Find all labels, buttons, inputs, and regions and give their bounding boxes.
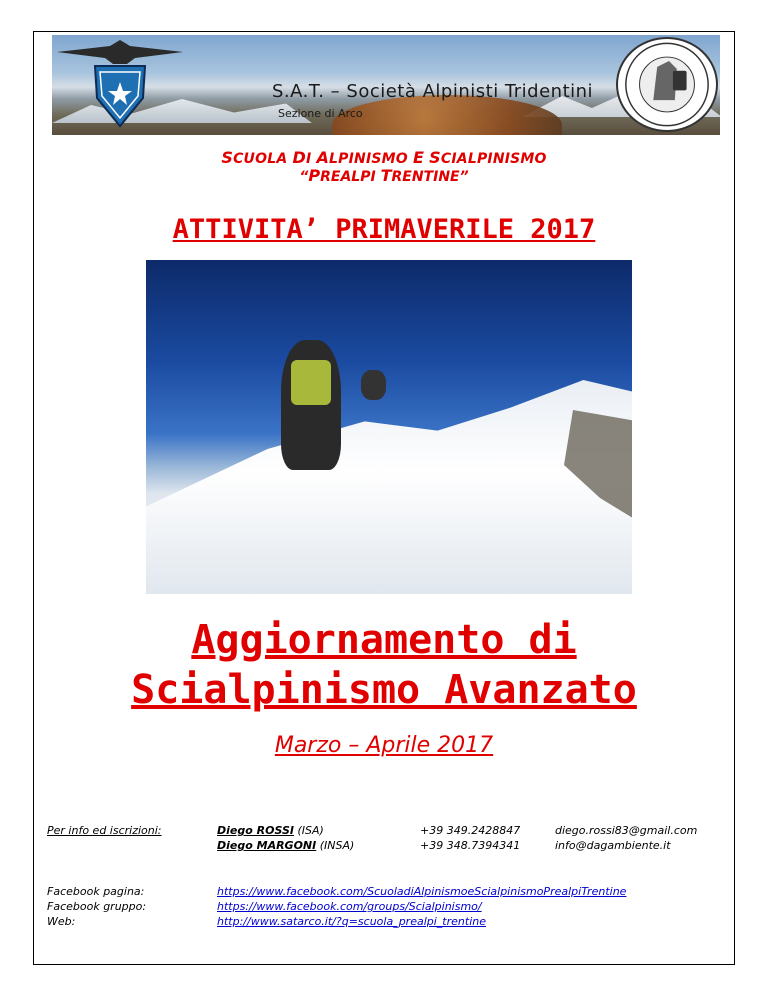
climber-backpack [291,360,331,405]
web-label: Web: [47,915,76,928]
activity-title: ATTIVITA’ PRIMAVERILE 2017 [172,214,596,245]
facebook-page-link[interactable]: https://www.facebook.com/ScuoladiAlpinismoeScialpinismoPrealpiTrentine [217,885,627,898]
facebook-group-link[interactable]: https://www.facebook.com/groups/Scialpinismo/ [217,900,482,913]
school-name-line2: “PREALPI TRENTINE” [299,166,469,185]
banner-title: S.A.T. – Società Alpinisti Tridentini [272,81,594,102]
contact-name-1: Diego ROSSI (ISA) [217,824,324,837]
contact-name-2: Diego MARGONI (INSA) [217,839,355,852]
school-name-line1: SCUOLA DI ALPINISMO E SCIALPINISMO [221,148,547,167]
course-dates: Marzo – Aprile 2017 [274,733,494,758]
second-climber [361,370,386,400]
ski-mountaineering-photo [146,260,632,594]
facebook-group-label: Facebook gruppo: [47,900,147,913]
cai-eagle-logo [55,38,185,130]
course-title-line2: Scialpinismo Avanzato [131,667,637,713]
contact-phone-2: +39 348.7394341 [420,839,521,852]
contact-phone-1: +39 349.2428847 [420,824,521,837]
snow-slope [146,380,632,594]
course-title-line1: Aggiornamento di [191,617,577,663]
school-seal-logo [616,37,718,132]
info-label: Per info ed iscrizioni: [47,824,162,837]
web-link[interactable]: http://www.satarco.it/?q=scuola_prealpi_trentine [217,915,486,928]
banner-subtitle: Sezione di Arco [278,107,363,120]
facebook-page-label: Facebook pagina: [47,885,145,898]
contact-email-1[interactable]: diego.rossi83@gmail.com [555,824,698,837]
contact-email-2[interactable]: info@dagambiente.it [555,839,671,852]
